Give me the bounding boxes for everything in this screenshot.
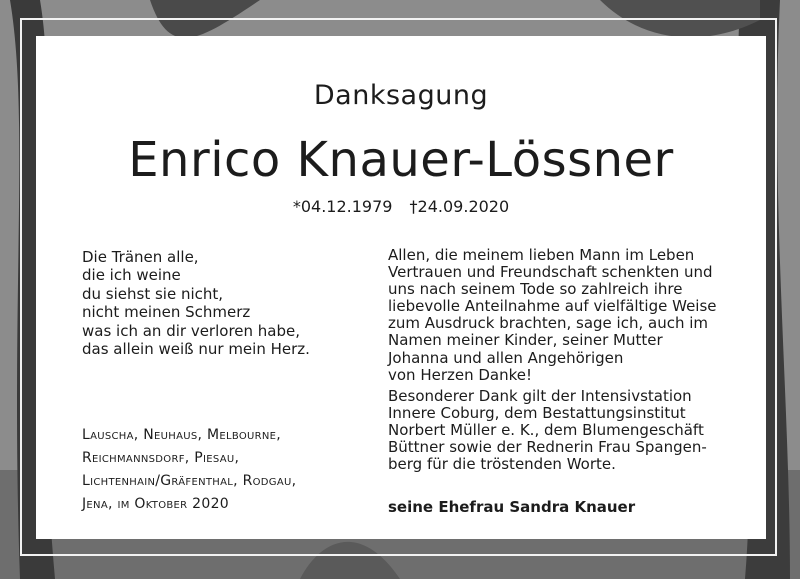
- thanks-line: uns nach seinem Tode so zahlreich ihre: [388, 280, 683, 299]
- poem-line: nicht meinen Schmerz: [82, 303, 251, 322]
- notice-heading: Danksagung: [313, 80, 489, 111]
- places-and-date: [82, 424, 296, 516]
- life-dates: [36, 197, 766, 216]
- places-line: Reichmannsdorf, Piesau,: [82, 450, 240, 466]
- special-thanks-line: Norbert Müller e. K., dem Blumengeschäft: [388, 420, 704, 439]
- thanks-line: von Herzen Danke!: [388, 365, 533, 384]
- signature: seine Ehefrau Sandra Knauer: [388, 498, 636, 516]
- places-line: Jena, im Oktober 2020: [82, 496, 229, 512]
- special-thanks-line: berg für die tröstenden Worte.: [388, 455, 616, 474]
- thanks-line: Vertrauen und Freundschaft schenkten und: [388, 263, 713, 282]
- poem-line: die ich weine: [82, 266, 181, 285]
- poem-line: was ich an dir verloren habe,: [82, 321, 300, 340]
- places-line: Lichtenhain/Gräfenthal, Rodgau,: [82, 473, 297, 489]
- poem-block: [82, 248, 310, 358]
- thanks-line: liebevolle Anteilnahme auf vielfältige Weise: [388, 297, 717, 316]
- thanks-line: Allen, die meinem lieben Mann im Leben: [388, 246, 695, 264]
- poem-line: Die Tränen alle,: [82, 248, 199, 266]
- thanks-line: Johanna und allen Angehörigen: [388, 348, 624, 367]
- thanks-line: Namen meiner Kinder, seiner Mutter: [388, 331, 663, 350]
- birth-date: *04.12.1979: [292, 197, 393, 216]
- poem-line: du siehst sie nicht,: [82, 284, 224, 303]
- special-thanks-line: Büttner sowie der Rednerin Frau Spangen-: [388, 438, 707, 457]
- special-thanks-line: Besonderer Dank gilt der Intensivstation: [388, 386, 692, 405]
- places-line: Lauscha, Neuhaus, Melbourne,: [82, 427, 282, 443]
- poem-line: das allein weiß nur mein Herz.: [82, 340, 310, 359]
- special-thanks: [388, 388, 717, 473]
- thanks-text: [388, 247, 717, 473]
- special-thanks-line: Innere Coburg, dem Bestattungsinstitut: [388, 403, 686, 422]
- notice-card: [36, 36, 766, 539]
- death-date: †24.09.2020: [409, 197, 510, 216]
- thanks-line: zum Ausdruck brachten, sage ich, auch im: [388, 314, 709, 333]
- deceased-name: Enrico Knauer-Lössner: [128, 132, 674, 188]
